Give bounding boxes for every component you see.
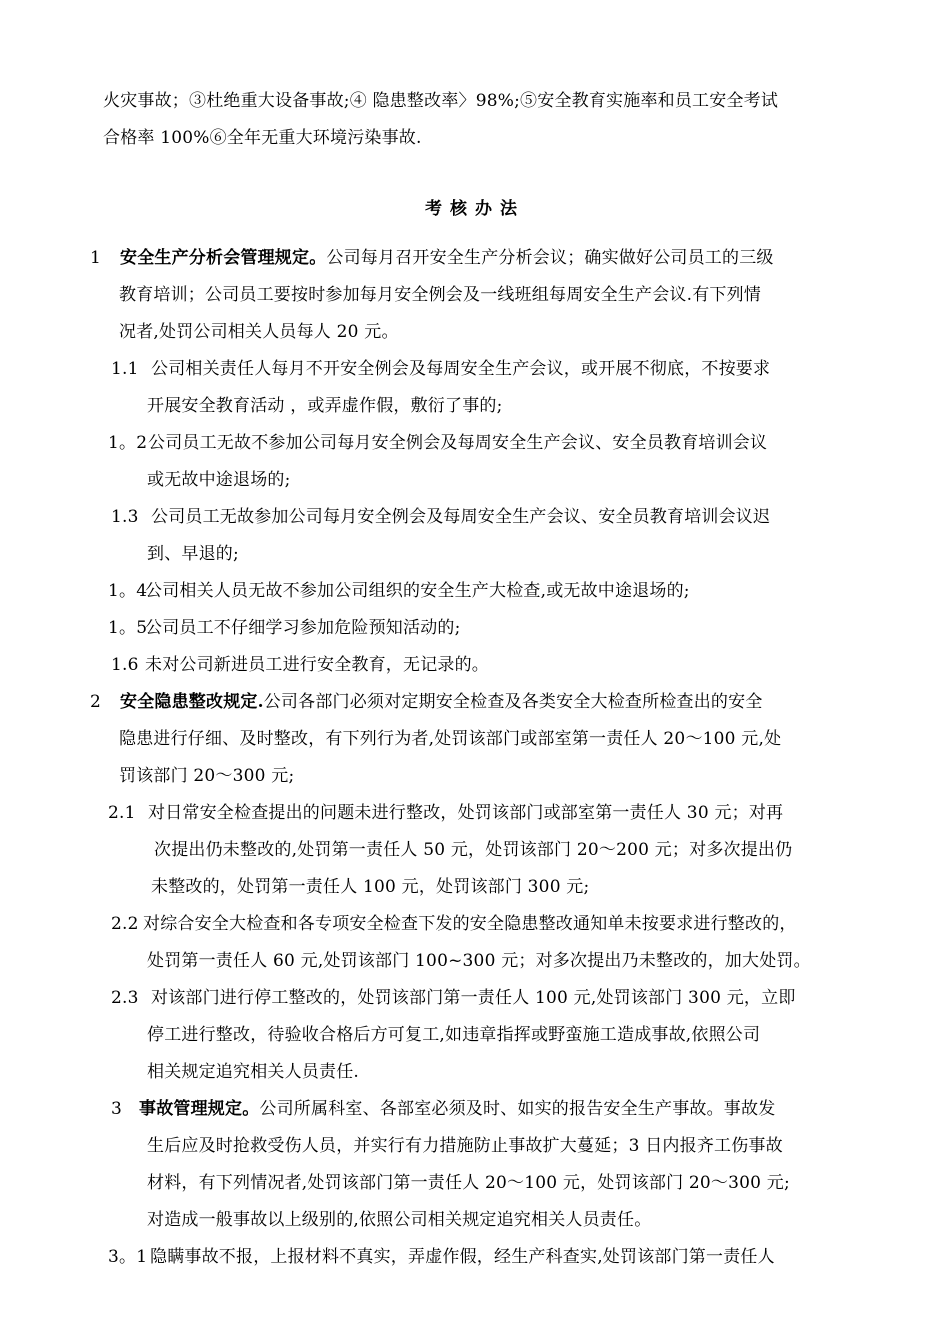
section-text: 公司每月召开安全生产分析会议；确实做好公司员工的三级 — [326, 248, 774, 268]
item-number: 1。4 — [108, 581, 148, 601]
section-text-line: 况者,处罚公司相关人员每人 20 元。 — [119, 322, 399, 342]
section-heading: 事故管理规定。 — [139, 1099, 260, 1119]
item-text: 对日常安全检查提出的问题未进行整改，处罚该部门或部室第一责任人 30 元；对再 — [148, 803, 784, 823]
item-text-line: 次提出仍未整改的,处罚第一责任人 50 元，处罚该部门 20～200 元；对多次提出仍 — [154, 840, 793, 860]
list-item — [111, 986, 796, 1010]
item-text-line: 未整改的，处罚第一责任人 100 元，处罚该部门 300 元; — [151, 877, 590, 897]
item-text-line: 或无故中途退场的; — [147, 470, 291, 490]
item-text: 对综合安全大检查和各专项安全检查下发的安全隐患整改通知单未按要求进行整改的， — [143, 914, 797, 934]
list-item — [108, 579, 690, 603]
item-text: 公司员工不仔细学习参加危险预知活动的; — [145, 618, 461, 638]
item-text: 公司员工无故参加公司每月安全例会及每周安全生产会议、安全员教育培训会议迟 — [151, 507, 771, 527]
item-number: 1。2 — [108, 433, 148, 453]
item-number: 2.2 — [111, 914, 139, 934]
item-number: 3。1 — [108, 1247, 148, 1267]
list-item — [111, 357, 770, 381]
section-text-line: 罚该部门 20～300 元; — [119, 766, 295, 786]
section-heading-line — [111, 1097, 775, 1121]
item-text: 隐瞒事故不报，上报材料不真实，弄虚作假，经生产科查实,处罚该部门第一责任人 — [150, 1247, 775, 1267]
item-text: 未对公司新进员工进行安全教育，无记录的。 — [145, 655, 489, 675]
item-number: 2.3 — [111, 988, 139, 1008]
section-text-line: 对造成一般事故以上级别的,依照公司相关规定追究相关人员责任。 — [147, 1210, 652, 1230]
section-heading: 安全隐患整改规定. — [120, 692, 264, 712]
item-text: 对该部门进行停工整改的，处罚该部门第一责任人 100 元,处罚该部门 300 元，立即 — [151, 988, 796, 1008]
section-heading-line — [90, 690, 763, 714]
item-text: 公司相关责任人每月不开安全例会及每周安全生产会议，或开展不彻底，不按要求 — [151, 359, 771, 379]
section-text: 公司所属科室、各部室必须及时、如实的报告安全生产事故。事故发 — [259, 1099, 776, 1119]
section-text: 公司各部门必须对定期安全检查及各类安全大检查所检查出的安全 — [263, 692, 763, 712]
section-number: 1 — [90, 248, 102, 268]
section-heading-line — [90, 246, 774, 270]
list-item — [108, 1245, 775, 1269]
intro-line: 火灾事故；③杜绝重大设备事故;④ 隐患整改率〉98%;⑤安全教育实施率和员工安全考试 — [103, 91, 779, 111]
list-item — [111, 912, 797, 936]
page-title: 考核办法 — [425, 199, 525, 219]
item-text: 公司员工无故不参加公司每月安全例会及每周安全生产会议、安全员教育培训会议 — [148, 433, 768, 453]
list-item — [111, 505, 770, 529]
item-text-line: 到、早退的; — [147, 544, 239, 564]
item-number: 1.3 — [111, 507, 139, 527]
item-text-line: 相关规定追究相关人员责任. — [147, 1062, 360, 1082]
item-text-line: 停工进行整改，待验收合格后方可复工,如违章指挥或野蛮施工造成事故,依照公司 — [147, 1025, 761, 1045]
section-text-line: 隐患进行仔细、及时整改，有下列行为者,处罚该部门或部室第一责任人 20～100 元,处 — [119, 729, 782, 749]
item-text: 公司相关人员无故不参加公司组织的安全生产大检查,或无故中途退场的; — [145, 581, 690, 601]
list-item — [108, 616, 461, 640]
list-item — [111, 653, 489, 677]
item-text-line: 处罚第一责任人 60 元,处罚该部门 100~300 元；对多次提出乃未整改的，加大处罚。 — [147, 951, 811, 971]
list-item — [108, 801, 783, 825]
item-number: 2.1 — [108, 803, 136, 823]
item-number: 1。5 — [108, 618, 148, 638]
section-text-line: 材料，有下列情况者,处罚该部门第一责任人 20～100 元，处罚该部门 20～300 元; — [147, 1173, 790, 1193]
item-number: 1.1 — [111, 359, 139, 379]
section-number: 3 — [111, 1099, 123, 1119]
section-text-line: 教育培训；公司员工要按时参加每月安全例会及一线班组每周安全生产会议.有下列情 — [119, 285, 762, 305]
item-number: 1.6 — [111, 655, 139, 675]
intro-line: 合格率 100%⑥全年无重大环境污染事故. — [103, 128, 422, 148]
list-item — [108, 431, 767, 455]
section-number: 2 — [90, 692, 102, 712]
item-text-line: 开展安全教育活动 ，或弄虚作假，敷衍了事的; — [147, 396, 503, 416]
section-heading: 安全生产分析会管理规定。 — [120, 248, 327, 268]
section-text-line: 生后应及时抢救受伤人员，并实行有力措施防止事故扩大蔓延；3 日内报齐工伤事故 — [147, 1136, 783, 1156]
